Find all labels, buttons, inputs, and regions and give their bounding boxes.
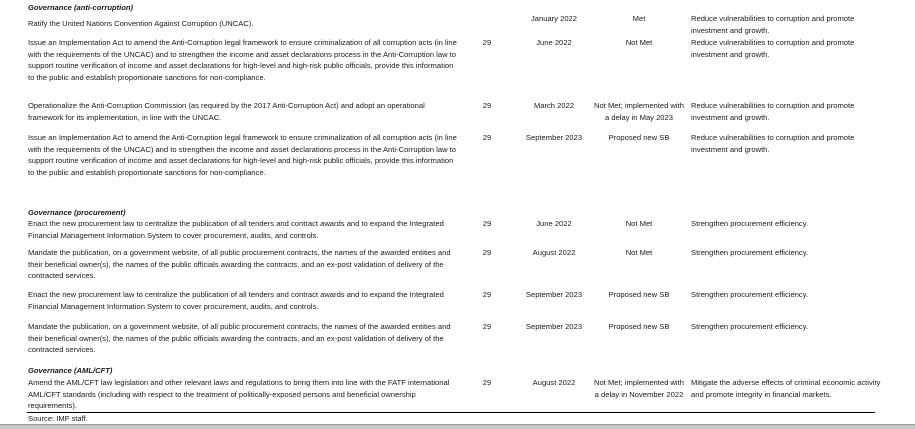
row-4-objective: Reduce vulnerabilities to corruption and promote investment and growth. bbox=[691, 133, 855, 154]
row-6-measure: Mandate the publication, on a government website, of all public procurement contracts, the names of the awarded entities and their beneficial owner(s), the names of the public officials awarding the contracts, and an ex-post validation of delivery of the contracted services. bbox=[28, 248, 451, 281]
section-header-anti-corruption: Governance (anti-corruption) bbox=[28, 3, 134, 12]
row-7-measure: Enact the new procurement law to centralize the publication of all tenders and contract awards and to expand the Integrated Financial Management Information System to cover procurement, audits, and controls. bbox=[28, 290, 444, 311]
section-header-aml-cft: Governance (AML/CFT) bbox=[28, 366, 113, 375]
row-7-objective: Strengthen procurement efficiency. bbox=[691, 290, 809, 299]
row-8-status: Proposed new SB bbox=[608, 322, 670, 331]
row-1-measure: Ratify the United Nations Convention Against Corruption (UNCAC). bbox=[28, 19, 254, 28]
row-3-status: Not Met; implemented with a delay in May 2023 bbox=[594, 101, 684, 122]
row-1-status: Met bbox=[632, 14, 646, 23]
row-2-status: Not Met bbox=[625, 38, 653, 47]
row-3-measure: Operationalize the Anti-Corruption Commission (as required by the 2017 Anti-Corruption Act) and adopt an operational framework for its implementation, in line with the UNCAC. bbox=[28, 101, 425, 122]
row-1-objective: Reduce vulnerabilities to corruption and promote investment and growth. bbox=[691, 14, 855, 35]
source-note: Source: IMF staff. bbox=[28, 414, 88, 423]
row-9-date: August 2022 bbox=[532, 378, 576, 387]
row-7-status: Proposed new SB bbox=[608, 290, 670, 299]
row-9-measure: Amend the AML/CFT law legislation and other relevant laws and regulations to bring them into line with the FATF international AML/CFT standards (including with respect to the treatment of politically-exposed persons and beneficial ownership requirements). bbox=[28, 378, 450, 411]
row-7-date: September 2023 bbox=[525, 290, 583, 299]
row-6-status: Not Met bbox=[625, 248, 653, 257]
row-4-measure: Issue an Implementation Act to amend the Anti-Corruption legal framework to ensure criminalization of all corruption acts (in line with the requirements of the UNCAC) and to strengthen the income and asset declarations process in the Anti-Corruption law to support routine verification of income and asset declarations for high-level and high-risk public officials, provide this information to the public and establish proportionate sanctions for non-compliance. bbox=[28, 133, 457, 177]
row-5-ref: 29 bbox=[482, 219, 492, 228]
row-7-ref: 29 bbox=[482, 290, 492, 299]
row-6-ref: 29 bbox=[482, 248, 492, 257]
section-header-procurement: Governance (procurement) bbox=[28, 208, 126, 217]
table-bottom-rule bbox=[27, 412, 875, 413]
row-2-ref: 29 bbox=[482, 38, 492, 47]
row-6-date: August 2022 bbox=[532, 248, 576, 257]
row-4-date: September 2023 bbox=[525, 133, 583, 142]
row-3-ref: 29 bbox=[482, 101, 492, 110]
row-3-objective: Reduce vulnerabilities to corruption and promote investment and growth. bbox=[691, 101, 855, 122]
row-8-measure: Mandate the publication, on a government website, of all public procurement contracts, the names of the awarded entities and their beneficial owner(s), the names of the public officials awarding the contracts, and an ex-post validation of delivery of the contracted services. bbox=[28, 322, 451, 355]
row-6-objective: Strengthen procurement efficiency. bbox=[691, 248, 809, 257]
row-9-objective: Mitigate the adverse effects of criminal economic activity and promote integrity in financial markets. bbox=[691, 378, 881, 399]
row-5-objective: Strengthen procurement efficiency. bbox=[691, 219, 809, 228]
row-1-date: January 2022 bbox=[530, 14, 578, 23]
row-5-measure: Enact the new procurement law to centralize the publication of all tenders and contract awards and to expand the Integrated Financial Management Information System to cover procurement, audits, and controls. bbox=[28, 219, 444, 240]
row-4-status: Proposed new SB bbox=[608, 133, 670, 142]
row-8-date: September 2023 bbox=[525, 322, 583, 331]
row-5-date: June 2022 bbox=[536, 219, 572, 228]
row-8-objective: Strengthen procurement efficiency. bbox=[691, 322, 809, 331]
row-8-ref: 29 bbox=[482, 322, 492, 331]
row-3-date: March 2022 bbox=[533, 101, 575, 110]
row-9-ref: 29 bbox=[482, 378, 492, 387]
viewer-bottom-bar bbox=[0, 424, 915, 429]
row-4-ref: 29 bbox=[482, 133, 492, 142]
row-9-status: Not Met; implemented with a delay in November 2022 bbox=[594, 378, 684, 399]
row-2-objective: Reduce vulnerabilities to corruption and promote investment and growth. bbox=[691, 38, 855, 59]
row-5-status: Not Met bbox=[625, 219, 653, 228]
row-2-measure: Issue an Implementation Act to amend the Anti-Corruption legal framework to ensure criminalization of all corruption acts (in line with the requirements of the UNCAC) and to strengthen the income and asset declarations process in the Anti-Corruption law to support routine verification of income and asset declarations for high-level and high-risk public officials, provide this information to the public and establish proportionate sanctions for non-compliance. bbox=[28, 38, 457, 82]
row-2-date: June 2022 bbox=[536, 38, 572, 47]
